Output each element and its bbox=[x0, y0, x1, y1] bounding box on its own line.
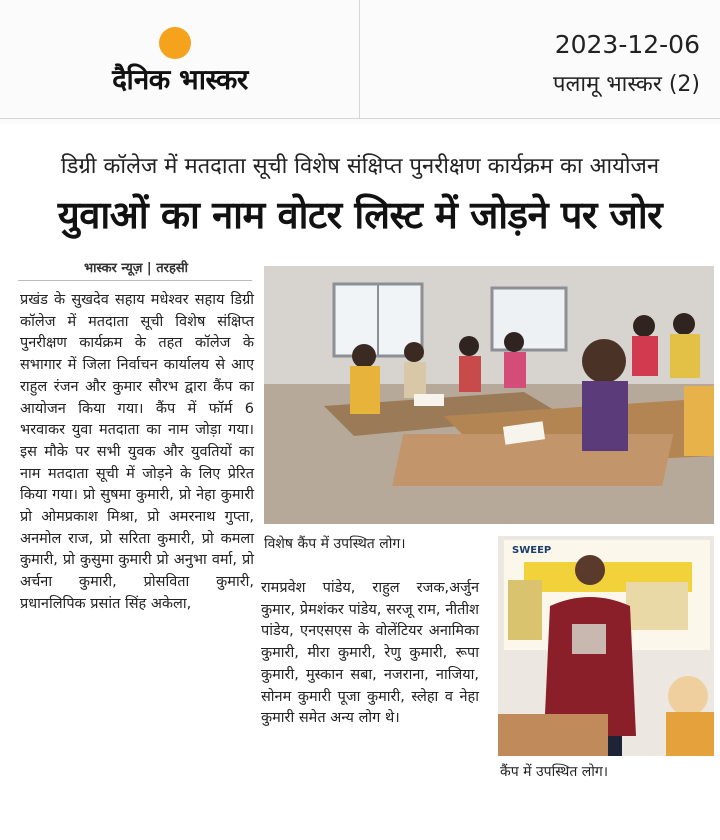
article-subheadline: डिग्री कॉलेज में मतदाता सूची विशेष संक्षिप्त पुनरीक्षण कार्यक्रम का आयोजन bbox=[60, 154, 660, 179]
newspaper-logo: दैनिक भास्कर bbox=[112, 63, 248, 96]
photo-caption-1: विशेष कैंप में उपस्थित लोग। bbox=[264, 536, 406, 552]
publication-date: 2023-12-06 bbox=[554, 30, 700, 59]
speaker-photo-illustration bbox=[498, 536, 714, 756]
sun-logo-icon bbox=[159, 27, 191, 59]
sweep-banner-label: SWEEP bbox=[512, 545, 552, 556]
edition-label: पलामू भास्कर (2) bbox=[552, 72, 700, 97]
article-byline: भास्कर न्यूज़ | तरहसी bbox=[84, 261, 188, 276]
classroom-photo-illustration bbox=[264, 266, 714, 524]
article-body-column-2: रामप्रवेश पांडेय, राहुल रजक,अर्जुन कुमार, प्रेमशंकर पांडेय, सरजू राम, नीतीश पांडेय, एनएसएस के वोलेंटियर अनामिका कुमारी, मीरा कुमारी, रेणु कुमारी, रूपा कुमारी, मुस्कान सबा, नजराना, नाजिया, सोनम कुमारी पूजा कुमारी, स्लेहा व नेहा कुमारी समेत अन्य लोग थे। bbox=[261, 580, 479, 727]
photo-caption-2: कैंप में उपस्थित लोग। bbox=[500, 764, 609, 780]
masthead-divider bbox=[359, 0, 360, 118]
classroom-photo bbox=[264, 266, 714, 524]
article-body-column-1: प्रखंड के सुखदेव सहाय मधेश्वर सहाय डिग्री कॉलेज में मतदाता सूची विशेष संक्षिप्त पुनरीक्षण कार्यक्रम के तहत कॉलेज के सभागार में जिला निर्वाचन कार्यालय से आए राहुल रंजन और कुमार सौरभ द्वारा कैंप का आयोजन किया गया। कैंप में फॉर्म 6 भरवाकर युवा मतदाता का नाम जोड़ा गया। इस मौके पर सभी युवक और युवतियों का नाम मतदाता सूची में जोड़ने के लिए प्रेरित किया गया। प्रो सुषमा कुमारी, प्रो नेहा कुमारी प्रो ओमप्रकाश मिश्रा, प्रो अमरनाथ गुप्ता, अनमोल राज, प्रो सरिता कुमारी, प्रो कमला कुमारी, प्रो कुसुमा कुमारी प्रो अनुभा वर्मा, प्रो अर्चना कुमारी, प्रोसविता कुमारी, प्रधानलिपिक प्रसांत सिंह अकेला, bbox=[20, 292, 254, 612]
article-headline: युवाओं का नाम वोटर लिस्ट में जोड़ने पर जोर bbox=[57, 193, 663, 237]
masthead-rule bbox=[0, 118, 720, 119]
speaker-photo bbox=[498, 536, 714, 756]
byline-rule bbox=[18, 280, 252, 281]
